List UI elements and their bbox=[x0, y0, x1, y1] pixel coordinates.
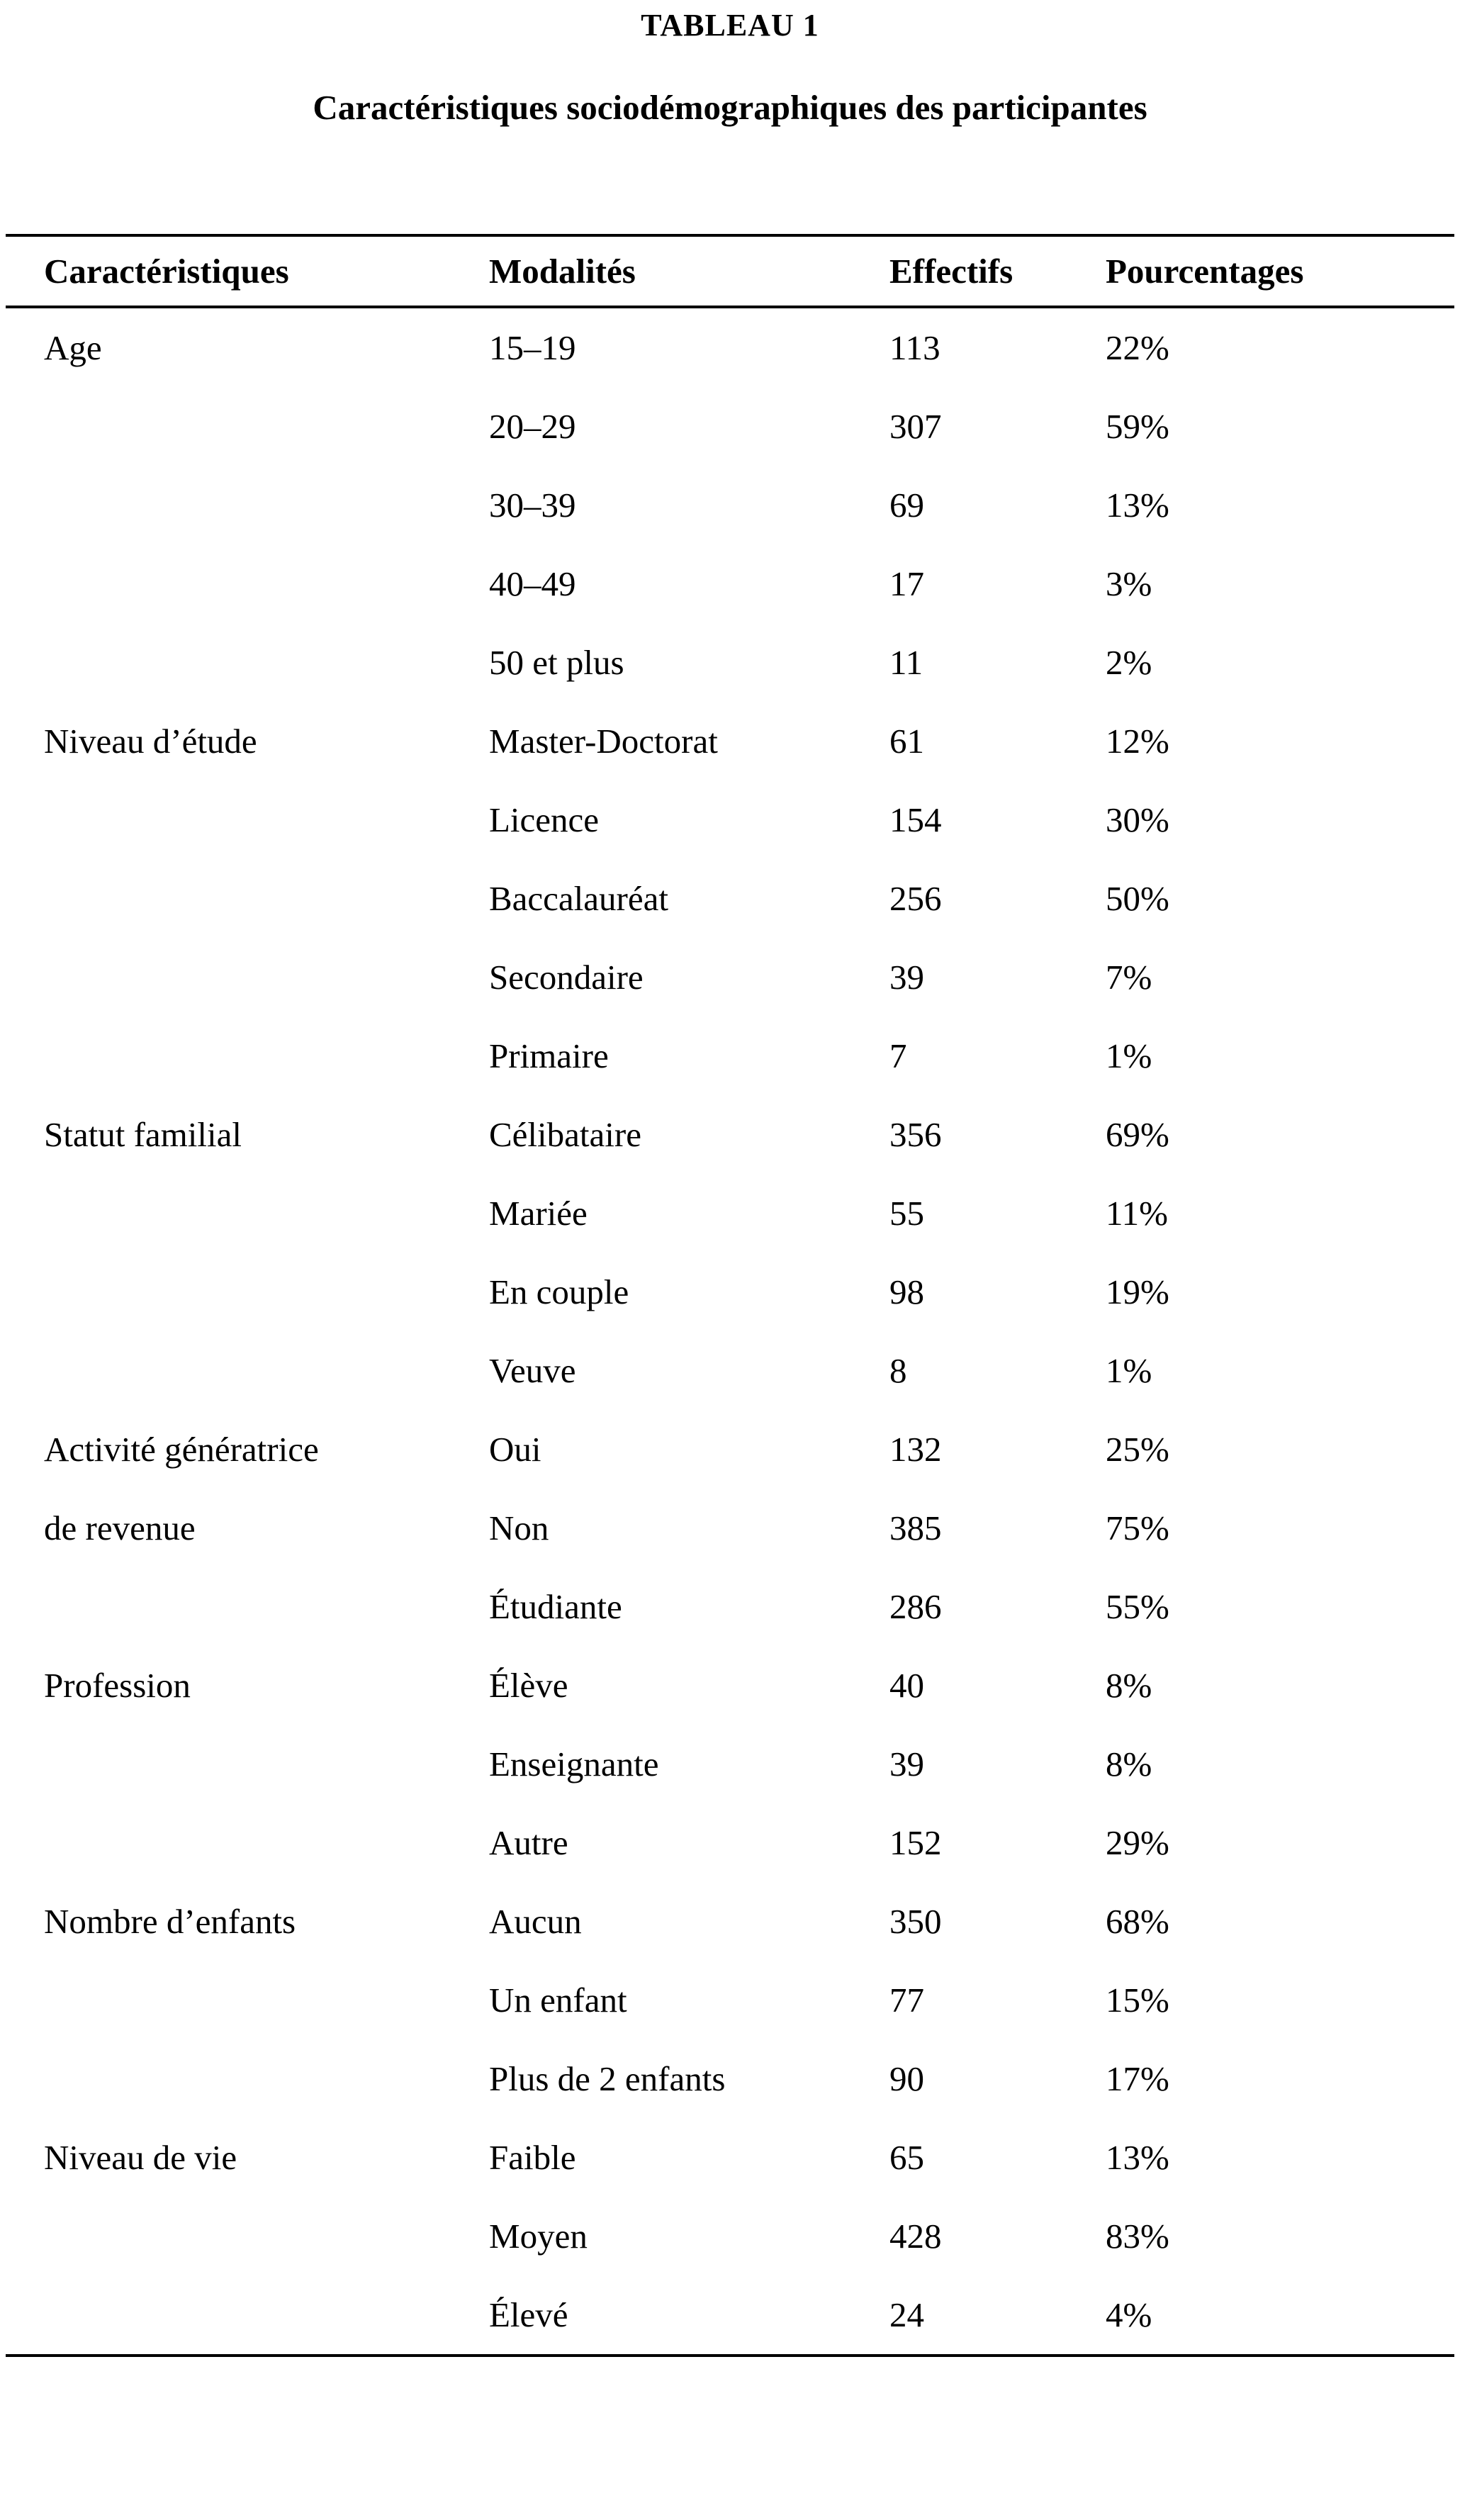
cell-characteristic bbox=[6, 1567, 489, 1646]
cell-effectif: 17 bbox=[889, 564, 924, 603]
cell-effectif: 61 bbox=[889, 722, 924, 761]
table-row bbox=[6, 2197, 1454, 2275]
cell-percentage: 1% bbox=[1106, 1351, 1152, 1390]
table-row bbox=[6, 1489, 1454, 1567]
cell-characteristic bbox=[6, 2275, 489, 2356]
cell-effectif: 77 bbox=[889, 1981, 924, 2020]
table-row bbox=[6, 307, 1454, 387]
cell-modality: Un enfant bbox=[489, 1981, 627, 2020]
table-row bbox=[6, 1803, 1454, 1882]
cell-percentage: 17% bbox=[1106, 2059, 1169, 2098]
table-row bbox=[6, 1095, 1454, 1174]
table-header-row bbox=[6, 235, 1454, 307]
cell-characteristic bbox=[6, 780, 489, 859]
column-header-pourcentages: Pourcentages bbox=[1106, 235, 1454, 307]
cell-effectif: 132 bbox=[889, 1430, 942, 1469]
table-row bbox=[6, 1410, 1454, 1489]
cell-percentage: 7% bbox=[1106, 958, 1152, 997]
cell-percentage: 55% bbox=[1106, 1587, 1169, 1626]
table-row bbox=[6, 702, 1454, 780]
cell-effectif: 65 bbox=[889, 2138, 924, 2177]
table-row bbox=[6, 1646, 1454, 1725]
cell-effectif: 286 bbox=[889, 1587, 942, 1626]
cell-characteristic: Niveau de vie bbox=[44, 2138, 237, 2177]
cell-characteristic bbox=[6, 1174, 489, 1253]
cell-effectif: 40 bbox=[889, 1666, 924, 1705]
table-row bbox=[6, 1331, 1454, 1410]
cell-effectif: 113 bbox=[889, 328, 940, 367]
table-row bbox=[6, 1725, 1454, 1803]
cell-modality: Oui bbox=[489, 1430, 541, 1469]
cell-effectif: 24 bbox=[889, 2295, 924, 2334]
cell-effectif: 39 bbox=[889, 1745, 924, 1783]
cell-effectif: 152 bbox=[889, 1823, 942, 1862]
cell-modality: Licence bbox=[489, 800, 600, 839]
cell-characteristic bbox=[6, 466, 489, 544]
cell-modality: 40–49 bbox=[489, 564, 576, 603]
cell-percentage: 29% bbox=[1106, 1823, 1169, 1862]
cell-modality: Baccalauréat bbox=[489, 879, 668, 918]
cell-modality: Autre bbox=[489, 1823, 568, 1862]
cell-percentage: 50% bbox=[1106, 879, 1169, 918]
cell-modality: Secondaire bbox=[489, 958, 644, 997]
cell-characteristic bbox=[6, 623, 489, 702]
cell-modality: Aucun bbox=[489, 1902, 582, 1941]
cell-characteristic: Nombre d’enfants bbox=[44, 1902, 296, 1941]
cell-characteristic bbox=[6, 1017, 489, 1095]
table-row bbox=[6, 1567, 1454, 1646]
table-row bbox=[6, 938, 1454, 1017]
cell-modality: Élevé bbox=[489, 2295, 568, 2334]
cell-modality: 50 et plus bbox=[489, 643, 624, 682]
cell-characteristic bbox=[6, 544, 489, 623]
cell-characteristic: Age bbox=[44, 328, 102, 367]
table-row bbox=[6, 1017, 1454, 1095]
cell-effectif: 11 bbox=[889, 643, 923, 682]
cell-percentage: 8% bbox=[1106, 1666, 1152, 1705]
table-row bbox=[6, 1253, 1454, 1331]
table-row bbox=[6, 780, 1454, 859]
cell-effectif: 90 bbox=[889, 2059, 924, 2098]
cell-characteristic bbox=[6, 1725, 489, 1803]
table-row bbox=[6, 859, 1454, 938]
cell-effectif: 428 bbox=[889, 2217, 942, 2256]
cell-characteristic bbox=[6, 387, 489, 466]
cell-percentage: 15% bbox=[1106, 1981, 1169, 2020]
cell-modality: 20–29 bbox=[489, 407, 576, 446]
column-header-effectifs: Effectifs bbox=[889, 235, 1106, 307]
cell-effectif: 69 bbox=[889, 486, 924, 525]
sociodemographic-table bbox=[6, 234, 1454, 2357]
cell-characteristic bbox=[6, 1961, 489, 2039]
cell-effectif: 55 bbox=[889, 1194, 924, 1233]
cell-modality: Enseignante bbox=[489, 1745, 659, 1783]
cell-percentage: 1% bbox=[1106, 1036, 1152, 1075]
table-row bbox=[6, 2118, 1454, 2197]
table-row bbox=[6, 2275, 1454, 2356]
cell-percentage: 22% bbox=[1106, 328, 1169, 367]
cell-percentage: 69% bbox=[1106, 1115, 1169, 1154]
table-row bbox=[6, 1961, 1454, 2039]
cell-modality: Primaire bbox=[489, 1036, 609, 1075]
table-body bbox=[6, 307, 1454, 2356]
cell-percentage: 13% bbox=[1106, 486, 1169, 525]
cell-characteristic bbox=[6, 2039, 489, 2118]
table-number-title: TABLEAU 1 bbox=[641, 8, 819, 43]
cell-modality: Étudiante bbox=[489, 1587, 622, 1626]
cell-percentage: 3% bbox=[1106, 564, 1152, 603]
cell-modality: Faible bbox=[489, 2138, 576, 2177]
cell-characteristic: Statut familial bbox=[44, 1115, 242, 1154]
cell-characteristic: Activité génératrice bbox=[44, 1430, 319, 1469]
cell-modality: Élève bbox=[489, 1666, 568, 1705]
cell-effectif: 7 bbox=[889, 1036, 907, 1075]
cell-percentage: 19% bbox=[1106, 1272, 1169, 1311]
cell-characteristic bbox=[6, 1803, 489, 1882]
cell-effectif: 307 bbox=[889, 407, 942, 446]
cell-characteristic bbox=[6, 938, 489, 1017]
cell-percentage: 13% bbox=[1106, 2138, 1169, 2177]
cell-percentage: 4% bbox=[1106, 2295, 1152, 2334]
cell-modality: Moyen bbox=[489, 2217, 588, 2256]
cell-effectif: 356 bbox=[889, 1115, 942, 1154]
column-header-modalites: Modalités bbox=[489, 235, 889, 307]
cell-modality: Master-Doctorat bbox=[489, 722, 718, 761]
cell-modality: En couple bbox=[489, 1272, 629, 1311]
table-row bbox=[6, 623, 1454, 702]
cell-modality: Célibataire bbox=[489, 1115, 641, 1154]
cell-percentage: 25% bbox=[1106, 1430, 1169, 1469]
cell-modality: Mariée bbox=[489, 1194, 588, 1233]
cell-percentage: 2% bbox=[1106, 643, 1152, 682]
cell-characteristic bbox=[6, 2197, 489, 2275]
cell-modality: Plus de 2 enfants bbox=[489, 2059, 726, 2098]
cell-characteristic: Profession bbox=[44, 1666, 191, 1705]
cell-effectif: 98 bbox=[889, 1272, 924, 1311]
table-row bbox=[6, 466, 1454, 544]
cell-characteristic: Niveau d’étude bbox=[44, 722, 257, 761]
cell-modality: Non bbox=[489, 1508, 549, 1547]
cell-effectif: 256 bbox=[889, 879, 942, 918]
table-row bbox=[6, 387, 1454, 466]
table-row bbox=[6, 2039, 1454, 2118]
cell-characteristic: de revenue bbox=[44, 1508, 196, 1547]
cell-modality: 30–39 bbox=[489, 486, 576, 525]
cell-characteristic bbox=[6, 859, 489, 938]
cell-percentage: 59% bbox=[1106, 407, 1169, 446]
cell-characteristic bbox=[6, 1331, 489, 1410]
cell-percentage: 75% bbox=[1106, 1508, 1169, 1547]
cell-effectif: 8 bbox=[889, 1351, 907, 1390]
table-header bbox=[6, 235, 1454, 307]
cell-effectif: 385 bbox=[889, 1508, 942, 1547]
table-row bbox=[6, 1174, 1454, 1253]
cell-effectif: 350 bbox=[889, 1902, 942, 1941]
cell-percentage: 30% bbox=[1106, 800, 1169, 839]
cell-characteristic bbox=[6, 1253, 489, 1331]
cell-percentage: 12% bbox=[1106, 722, 1169, 761]
cell-modality: 15–19 bbox=[489, 328, 576, 367]
cell-percentage: 83% bbox=[1106, 2217, 1169, 2256]
table-row bbox=[6, 544, 1454, 623]
table-row bbox=[6, 1882, 1454, 1961]
cell-percentage: 8% bbox=[1106, 1745, 1152, 1783]
table-caption: Caractéristiques sociodémographiques des participantes bbox=[313, 88, 1147, 127]
cell-modality: Veuve bbox=[489, 1351, 576, 1390]
cell-effectif: 154 bbox=[889, 800, 942, 839]
column-header-caracteristiques: Caractéristiques bbox=[6, 235, 489, 307]
cell-percentage: 68% bbox=[1106, 1902, 1169, 1941]
cell-effectif: 39 bbox=[889, 958, 924, 997]
cell-percentage: 11% bbox=[1106, 1194, 1168, 1233]
